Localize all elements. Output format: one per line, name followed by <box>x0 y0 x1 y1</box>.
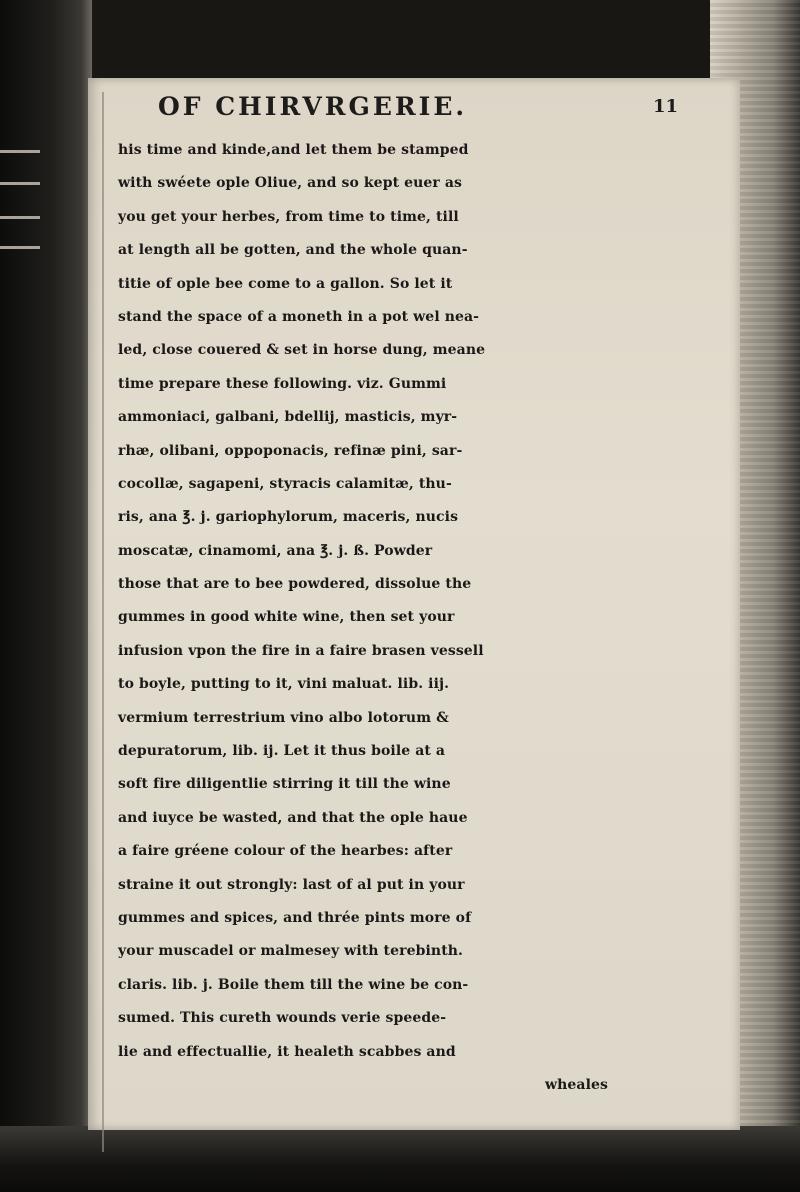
text-line: you get your herbes, from time to time, till <box>118 208 459 225</box>
binding-edge <box>0 0 92 1192</box>
text-line: claris. lib. j. Boile them till the wine be con- <box>118 976 469 993</box>
text-line: his time and kinde,and let them be stamped <box>118 142 469 158</box>
text-line: soft fire diligentlie stirring it till the wine <box>118 776 451 793</box>
running-head: OF CHIRVRGERIE. <box>158 92 468 121</box>
edge-mark <box>0 150 40 153</box>
text-line: gummes and spices, and thrée pints more of <box>118 909 472 926</box>
catchword: wheales <box>544 1076 608 1093</box>
text-line: ammoniaci, galbani, bdellij, masticis, myr- <box>118 409 458 426</box>
edge-mark <box>0 246 40 249</box>
gutter-line <box>102 92 104 1152</box>
text-line: with swéete ople Oliue, and so kept euer as <box>118 175 463 192</box>
page-header <box>118 92 718 132</box>
text-line: and iuyce be wasted, and that the ople haue <box>118 809 468 826</box>
text-line: ris, ana ℥. j. gariophylorum, maceris, nucis <box>118 509 459 526</box>
text-line: to boyle, putting to it, vini maluat. lib. iij. <box>118 676 450 693</box>
edge-mark <box>0 182 40 185</box>
text-line: moscatæ, cinamomi, ana ℥. j. ß. Powder <box>118 542 433 559</box>
text-line: cocollæ, sagapeni, styracis calamitæ, thu- <box>118 475 452 492</box>
bottom-shadow <box>0 1126 800 1192</box>
text-line: stand the space of a moneth in a pot wel nea- <box>118 308 480 325</box>
text-line: titie of ople bee come to a gallon. So let it <box>118 275 453 292</box>
text-line: led, close couered & set in horse dung, meane <box>118 342 486 359</box>
text-line: gummes in good white wine, then set your <box>118 609 455 626</box>
text-line: infusion vpon the fire in a faire brasen vessell <box>118 642 484 659</box>
edge-mark <box>0 216 40 219</box>
text-line: depuratorum, lib. ij. Let it thus boile at a <box>118 743 446 760</box>
text-line: those that are to bee powdered, dissolue the <box>118 576 472 593</box>
text-line: your muscadel or malmesey with terebinth. <box>118 943 464 960</box>
text-line: straine it out strongly: last of al put in your <box>118 876 465 893</box>
text-line: sumed. This cureth wounds verie speede- <box>118 1010 447 1027</box>
text-line: at length all be gotten, and the whole quan- <box>118 242 468 259</box>
page-number: 11 <box>652 96 678 117</box>
body-text <box>118 134 728 1102</box>
text-line: time prepare these following. viz. Gummi <box>118 375 447 392</box>
text-line: a faire gréene colour of the hearbes: after <box>118 843 453 860</box>
text-line: lie and effectuallie, it healeth scabbes and <box>118 1043 456 1060</box>
text-line: vermium terrestrium vino albo lotorum & <box>118 709 449 726</box>
text-line: rhæ, olibani, oppoponacis, refinæ pini, sar- <box>118 442 463 459</box>
